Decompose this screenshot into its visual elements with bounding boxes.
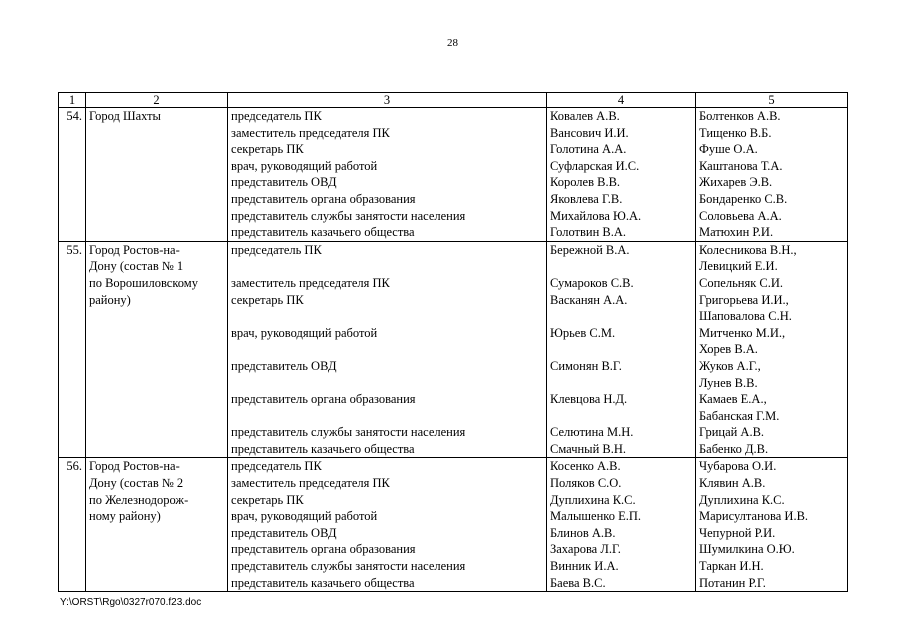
member-line: Королев В.В. [550, 175, 621, 190]
member-line: Баева В.С. [550, 575, 606, 590]
role-line: представитель службы занятости населения [231, 425, 466, 440]
reserve-line: Камаев Е.А., [699, 392, 767, 407]
member-line: Яковлева Г.В. [550, 191, 623, 206]
reserve-line: Матюхин Р.И. [699, 225, 774, 240]
member-line: Суфларская И.С. [550, 158, 640, 173]
reserve-cell [696, 241, 848, 458]
role-line [231, 308, 543, 325]
role-line: представитель казачьего общества [231, 225, 415, 240]
reserve-line: Бабенко Д.В. [699, 441, 769, 456]
role-line: представитель казачьего общества [231, 441, 415, 456]
role-line: заместитель председателя ПК [231, 275, 390, 290]
role-line: представитель казачьего общества [231, 575, 415, 590]
role-cell [228, 108, 547, 242]
page-number: 28 [447, 37, 458, 49]
reserve-line: Грицай А.В. [699, 425, 765, 440]
role-line: врач, руководящий работой [231, 509, 378, 524]
reserve-line: Григорьева И.И., [699, 292, 789, 307]
member-line: Голотина А.А. [550, 142, 627, 157]
reserve-line: Чепурной Р.И. [699, 525, 776, 540]
reserve-line: Колесникова В.Н., [699, 242, 797, 257]
role-line: представитель органа образования [231, 392, 416, 407]
city-line: Дону (состав № 1 [89, 259, 184, 274]
reserve-line: Тищенко В.Б. [699, 125, 772, 140]
member-line: Винник И.А. [550, 559, 619, 574]
table-header-row [59, 93, 848, 108]
header-col-2: 2 [86, 93, 228, 108]
role-line: председатель ПК [231, 459, 322, 474]
member-line: Поляков С.О. [550, 476, 622, 491]
role-line: председатель ПК [231, 242, 322, 257]
city-line: Город Шахты [89, 109, 161, 123]
member-line: Клевцова Н.Д. [550, 392, 628, 407]
reserve-line: Лунев В.В. [699, 375, 758, 390]
role-line: заместитель председателя ПК [231, 125, 390, 140]
row-number: 56. [59, 458, 86, 592]
reserve-line: Шаповалова С.Н. [699, 309, 792, 324]
city-line: по Ворошиловскому [89, 275, 198, 290]
reserve-line: Фуше О.А. [699, 142, 758, 157]
member-line: Захарова Л.Г. [550, 542, 621, 557]
reserve-line: Каштанова Т.А. [699, 158, 783, 173]
member-line [550, 408, 692, 425]
role-line: врач, руководящий работой [231, 158, 378, 173]
city-line: району) [89, 292, 131, 307]
role-line: заместитель председателя ПК [231, 476, 390, 491]
member-line: Голотвин В.А. [550, 225, 627, 240]
member-line: Бережной В.А. [550, 242, 630, 257]
role-line: представитель органа образования [231, 191, 416, 206]
city-line: Город Ростов-на- [89, 242, 180, 257]
member-line: Вансович И.И. [550, 125, 629, 140]
member-line: Сумароков С.В. [550, 275, 634, 290]
row-number: 54. [59, 108, 86, 242]
table-body [59, 108, 848, 592]
reserve-line: Соловьева А.А. [699, 208, 782, 223]
file-path-footer: Y:\ORST\Rgo\0327r070.f23.doc [60, 597, 202, 608]
member-line: Симонян В.Г. [550, 358, 622, 373]
member-cell [547, 241, 696, 458]
table-row [59, 458, 848, 592]
commission-table [58, 92, 848, 592]
city-cell [86, 108, 228, 242]
role-line: врач, руководящий работой [231, 325, 378, 340]
role-line: представитель органа образования [231, 542, 416, 557]
member-line: Косенко А.В. [550, 459, 621, 474]
city-line: по Железнодорож- [89, 492, 189, 507]
city-cell [86, 458, 228, 592]
member-line: Селютина М.Н. [550, 425, 634, 440]
role-cell [228, 458, 547, 592]
role-line: представитель службы занятости населения [231, 559, 466, 574]
member-line: Ковалев А.В. [550, 109, 620, 123]
member-line: Михайлова Ю.А. [550, 208, 642, 223]
city-line: ному району) [89, 509, 161, 524]
member-line [550, 375, 692, 392]
member-cell [547, 108, 696, 242]
reserve-line: Бондаренко С.В. [699, 191, 788, 206]
role-line [231, 258, 543, 275]
reserve-line: Чубарова О.И. [699, 459, 777, 474]
member-line [550, 341, 692, 358]
member-line: Юрьев С.М. [550, 325, 616, 340]
member-line: Блинов А.В. [550, 525, 616, 540]
reserve-line: Митченко М.И., [699, 325, 786, 340]
row-number: 55. [59, 241, 86, 458]
role-line: секретарь ПК [231, 292, 304, 307]
reserve-line: Потанин Р.Г. [699, 575, 766, 590]
member-cell [547, 458, 696, 592]
role-cell [228, 241, 547, 458]
role-line: представитель ОВД [231, 175, 337, 190]
role-line: представитель ОВД [231, 525, 337, 540]
reserve-line: Жуков А.Г., [699, 358, 761, 373]
role-line: секретарь ПК [231, 492, 304, 507]
header-col-4: 4 [547, 93, 696, 108]
reserve-line: Дуплихина К.С. [699, 492, 785, 507]
member-line: Малышенко Е.П. [550, 509, 641, 524]
member-line [550, 258, 692, 275]
reserve-line: Левицкий Е.И. [699, 259, 778, 274]
reserve-line: Таркан И.Н. [699, 559, 764, 574]
header-col-3: 3 [228, 93, 547, 108]
city-cell [86, 241, 228, 458]
role-line [231, 375, 543, 392]
table-row [59, 108, 848, 242]
member-line: Васканян А.А. [550, 292, 628, 307]
role-line: председатель ПК [231, 109, 322, 123]
role-line: представитель ОВД [231, 358, 337, 373]
reserve-line: Марисултанова И.В. [699, 509, 809, 524]
header-col-5: 5 [696, 93, 848, 108]
reserve-line: Сопельняк С.И. [699, 275, 784, 290]
member-line: Смачный В.Н. [550, 441, 627, 456]
city-line: Город Ростов-на- [89, 459, 180, 474]
reserve-line: Хорев В.А. [699, 342, 758, 357]
reserve-line: Клявин А.В. [699, 476, 766, 491]
reserve-cell [696, 458, 848, 592]
role-line: представитель службы занятости населения [231, 208, 466, 223]
role-line: секретарь ПК [231, 142, 304, 157]
table-row [59, 241, 848, 458]
reserve-line: Бабанская Г.М. [699, 408, 780, 423]
reserve-line: Жихарев Э.В. [699, 175, 773, 190]
member-line: Дуплихина К.С. [550, 492, 636, 507]
city-line: Дону (состав № 2 [89, 476, 184, 491]
reserve-cell [696, 108, 848, 242]
role-line [231, 341, 543, 358]
role-line [231, 408, 543, 425]
reserve-line: Шумилкина О.Ю. [699, 542, 795, 557]
reserve-line: Болтенков А.В. [699, 109, 781, 123]
header-col-1: 1 [59, 93, 86, 108]
member-line [550, 308, 692, 325]
